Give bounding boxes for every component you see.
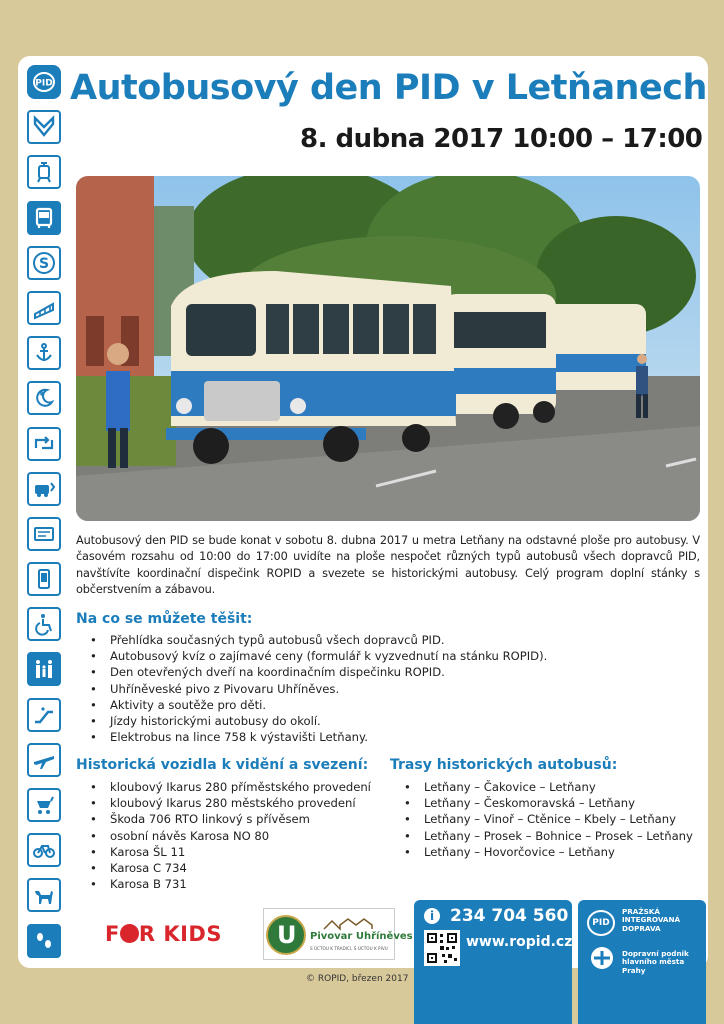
info-icon: i <box>424 908 440 924</box>
pid-logo-icon <box>27 65 61 99</box>
list-item: • Letňany – Hovorčovice – Letňany <box>390 844 706 860</box>
intro-paragraph: Autobusový den PID se bude konat v sobotu 8. dubna 2017 u metra Letňany na odstavné ploše pro autobusy. V časovém rozsahu od 10:00 do 17:00 uvidíte na ploše nespočet různých typů autobusů všech dopravců PID, navštívíte koordinační dispečink ROPID a svezete se historickými autobusy. Celý program doplní stánky s občerstvením a zábavou. <box>76 534 700 596</box>
list-item: • Jízdy historickými autobusy do okolí. <box>76 713 676 729</box>
escalator-icon <box>27 698 61 732</box>
list-item: • Aktivity a soutěže pro děti. <box>76 697 676 713</box>
list-item: • Letňany – Českomoravská – Letňany <box>390 795 706 811</box>
brewery-emblem-text: U <box>277 921 297 949</box>
tram-icon <box>27 155 61 189</box>
park-and-ride-icon <box>27 472 61 506</box>
svg-text:S: S <box>38 255 50 272</box>
airplane-icon <box>27 743 61 777</box>
operator-line: Dopravní podnik <box>622 949 689 958</box>
footprints-icon <box>27 924 61 958</box>
event-date: 8. dubna 2017 10:00 – 17:00 <box>300 124 703 154</box>
brewery-tagline: S ÚCTOU K TRADICI, S ÚCTOU K PIVU <box>310 946 388 951</box>
pid-name-line: INTEGROVANÁ <box>622 915 681 925</box>
operator-line: hlavního města Prahy <box>622 957 685 975</box>
list-item: • Elektrobus na lince 758 k výstavišti Letňany. <box>76 729 676 745</box>
list-item: • kloubový Ikarus 280 městského provedení <box>76 795 386 811</box>
phone-number[interactable]: 234 704 560 <box>450 906 569 926</box>
historic-vehicles-heading: Historická vozidla k vidění a svezení: <box>76 757 369 773</box>
family-icon <box>27 652 61 686</box>
mobile-phone-icon <box>27 562 61 596</box>
historic-routes-list <box>390 779 706 860</box>
list-item: • Den otevřených dveří na koordinačním dispečinku ROPID. <box>76 664 676 680</box>
funicular-icon <box>27 291 61 325</box>
historic-vehicles-list <box>76 779 386 892</box>
sidebar-icon-column <box>27 65 63 969</box>
metro-icon <box>27 110 61 144</box>
svg-text:PID: PID <box>35 78 53 89</box>
list-item: • Letňany – Čakovice – Letňany <box>390 779 706 795</box>
ferry-anchor-icon <box>27 336 61 370</box>
for-kids-text-end: R KIDS <box>138 922 222 946</box>
list-item: • Škoda 706 RTO linkový s přívěsem <box>76 811 386 827</box>
for-kids-logo <box>105 922 222 946</box>
svg-text:✱: ✱ <box>39 390 45 399</box>
pid-name-line: DOPRAVA <box>622 923 661 933</box>
dog-icon <box>27 878 61 912</box>
night-service-icon <box>27 381 61 415</box>
stroller-icon <box>27 788 61 822</box>
bus-icon <box>27 201 61 235</box>
list-item: • Letňany – Prosek – Bohnice – Prosek – Letňany <box>390 828 706 844</box>
looking-forward-list <box>76 632 676 745</box>
contact-box <box>414 900 572 1024</box>
website-link[interactable]: www.ropid.cz <box>466 934 573 950</box>
pid-partner-box <box>578 900 706 1024</box>
looking-forward-heading: Na co se můžete těšit: <box>76 611 253 627</box>
brewery-name: Pivovar Uhříněves <box>310 931 413 942</box>
wheelchair-icon <box>27 607 61 641</box>
suburban-train-icon <box>27 246 61 280</box>
list-item: • Letňany – Vinoř – Ctěnice – Kbely – Letňany <box>390 811 706 827</box>
historic-buses-photo <box>76 176 700 521</box>
dpp-logo-icon <box>588 946 616 970</box>
bicycle-icon <box>27 833 61 867</box>
for-kids-o-icon <box>120 924 139 943</box>
qr-code-icon[interactable] <box>424 930 460 966</box>
brewery-logo <box>263 908 413 960</box>
pid-name-line: PRAŽSKÁ <box>622 907 660 916</box>
list-item: • Přehlídka současných typů autobusů všech dopravců PID. <box>76 632 676 648</box>
list-item: • osobní návěs Karosa NO 80 <box>76 828 386 844</box>
pid-name-text <box>622 908 680 933</box>
list-item: • Karosa B 731 <box>76 876 386 892</box>
transfer-arrow-icon <box>27 427 61 461</box>
for-kids-text-start: F <box>105 922 120 946</box>
list-item: • Uhříněveské pivo z Pivovaru Uhříněves. <box>76 681 676 697</box>
operator-text <box>622 950 706 975</box>
copyright-note: © ROPID, březen 2017 <box>306 974 409 984</box>
list-item: • kloubový Ikarus 280 příměstského provedení <box>76 779 386 795</box>
historic-routes-heading: Trasy historických autobusů: <box>390 757 618 773</box>
page-title: Autobusový den PID v Letňanech <box>70 68 707 108</box>
pid-emblem-text: PID <box>592 918 610 928</box>
ticket-icon <box>27 517 61 551</box>
list-item: • Karosa ŠL 11 <box>76 844 386 860</box>
list-item: • Autobusový kvíz o zajímavé ceny (formulář k vyzvednutí na stánku ROPID). <box>76 648 676 664</box>
list-item: • Karosa C 734 <box>76 860 386 876</box>
